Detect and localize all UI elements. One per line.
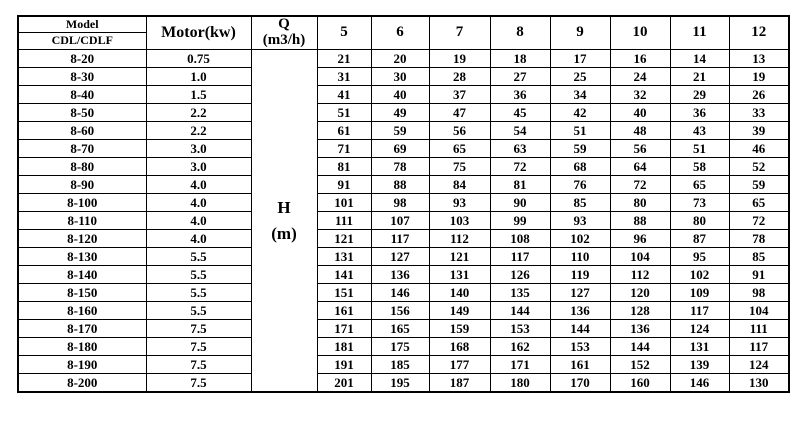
h-value-cell: 136	[610, 319, 670, 337]
motor-kw-cell: 1.0	[146, 67, 251, 85]
h-value-cell: 49	[371, 103, 429, 121]
h-value-cell: 168	[429, 337, 490, 355]
h-value-cell: 43	[670, 121, 729, 139]
h-value-cell: 80	[670, 211, 729, 229]
h-value-cell: 161	[550, 355, 610, 373]
motor-kw-cell: 4.0	[146, 193, 251, 211]
h-value-cell: 84	[429, 175, 490, 193]
model-cell: 8-170	[18, 319, 146, 337]
h-value-cell: 59	[550, 139, 610, 157]
h-value-cell: 68	[550, 157, 610, 175]
h-value-cell: 87	[670, 229, 729, 247]
h-value-cell: 107	[371, 211, 429, 229]
model-cell: 8-180	[18, 337, 146, 355]
h-value-cell: 19	[729, 67, 789, 85]
motor-kw-cell: 2.2	[146, 103, 251, 121]
header-flow-col-11: 11	[670, 16, 729, 49]
h-value-cell: 25	[550, 67, 610, 85]
h-value-cell: 171	[490, 355, 550, 373]
header-row-top	[18, 16, 789, 33]
h-value-cell: 110	[550, 247, 610, 265]
pump-spec-table	[17, 15, 790, 393]
h-value-cell: 127	[371, 247, 429, 265]
h-value-cell: 81	[490, 175, 550, 193]
h-value-cell: 98	[729, 283, 789, 301]
h-value-cell: 128	[610, 301, 670, 319]
h-value-cell: 111	[317, 211, 371, 229]
h-value-cell: 39	[729, 121, 789, 139]
h-value-cell: 33	[729, 103, 789, 121]
header-flow-col-12: 12	[729, 16, 789, 49]
h-value-cell: 98	[371, 193, 429, 211]
motor-kw-cell: 5.5	[146, 283, 251, 301]
motor-kw-cell: 0.75	[146, 49, 251, 67]
h-value-cell: 42	[550, 103, 610, 121]
h-value-cell: 18	[490, 49, 550, 67]
table-row-8-170	[18, 319, 789, 337]
header-q-flow	[251, 16, 317, 49]
h-value-cell: 104	[729, 301, 789, 319]
table-row-8-150	[18, 283, 789, 301]
h-value-cell: 191	[317, 355, 371, 373]
motor-kw-cell: 5.5	[146, 265, 251, 283]
h-value-cell: 31	[317, 67, 371, 85]
h-value-cell: 27	[490, 67, 550, 85]
h-value-cell: 26	[729, 85, 789, 103]
h-value-cell: 121	[429, 247, 490, 265]
h-value-cell: 152	[610, 355, 670, 373]
table-row-8-20	[18, 49, 789, 67]
h-value-cell: 59	[729, 175, 789, 193]
h-value-cell: 40	[371, 85, 429, 103]
table-row-8-160	[18, 301, 789, 319]
motor-kw-cell: 3.0	[146, 157, 251, 175]
h-value-cell: 153	[550, 337, 610, 355]
model-cell: 8-160	[18, 301, 146, 319]
h-value-cell: 56	[610, 139, 670, 157]
h-value-cell: 201	[317, 373, 371, 392]
h-value-cell: 45	[490, 103, 550, 121]
h-value-cell: 28	[429, 67, 490, 85]
motor-kw-cell: 1.5	[146, 85, 251, 103]
h-value-cell: 108	[490, 229, 550, 247]
h-value-cell: 20	[371, 49, 429, 67]
h-value-cell: 161	[317, 301, 371, 319]
h-value-cell: 75	[429, 157, 490, 175]
h-value-cell: 58	[670, 157, 729, 175]
h-value-cell: 162	[490, 337, 550, 355]
h-value-cell: 32	[610, 85, 670, 103]
h-value-cell: 126	[490, 265, 550, 283]
h-value-cell: 112	[429, 229, 490, 247]
header-motor-kw: Motor(kw)	[146, 16, 251, 49]
header-model-series: CDL/CDLF	[18, 33, 146, 49]
header-model: Model	[18, 16, 146, 33]
h-value-cell: 131	[317, 247, 371, 265]
model-cell: 8-200	[18, 373, 146, 392]
q-symbol-label: Q	[278, 16, 290, 32]
h-value-cell: 21	[670, 67, 729, 85]
h-value-cell: 65	[729, 193, 789, 211]
header-flow-col-10: 10	[610, 16, 670, 49]
h-value-cell: 144	[610, 337, 670, 355]
h-value-cell: 16	[610, 49, 670, 67]
model-cell: 8-100	[18, 193, 146, 211]
h-value-cell: 81	[317, 157, 371, 175]
h-value-cell: 36	[670, 103, 729, 121]
h-value-cell: 88	[371, 175, 429, 193]
h-value-cell: 48	[610, 121, 670, 139]
motor-kw-cell: 4.0	[146, 175, 251, 193]
h-value-cell: 135	[490, 283, 550, 301]
h-value-cell: 91	[317, 175, 371, 193]
motor-kw-cell: 4.0	[146, 229, 251, 247]
motor-kw-cell: 2.2	[146, 121, 251, 139]
h-value-cell: 181	[317, 337, 371, 355]
h-value-cell: 121	[317, 229, 371, 247]
h-value-cell: 51	[317, 103, 371, 121]
h-unit-label: (m)	[271, 223, 297, 243]
model-cell: 8-140	[18, 265, 146, 283]
h-value-cell: 76	[550, 175, 610, 193]
h-value-cell: 93	[550, 211, 610, 229]
h-value-cell: 51	[670, 139, 729, 157]
header-flow-col-7: 7	[429, 16, 490, 49]
header-flow-col-9: 9	[550, 16, 610, 49]
h-value-cell: 159	[429, 319, 490, 337]
header-flow-col-6: 6	[371, 16, 429, 49]
h-value-cell: 73	[670, 193, 729, 211]
h-value-cell: 153	[490, 319, 550, 337]
h-value-cell: 102	[550, 229, 610, 247]
h-value-cell: 14	[670, 49, 729, 67]
pump-spec-table-container	[17, 15, 788, 393]
h-value-cell: 78	[729, 229, 789, 247]
h-value-cell: 99	[490, 211, 550, 229]
table-row-8-110	[18, 211, 789, 229]
motor-kw-cell: 7.5	[146, 355, 251, 373]
h-value-cell: 117	[371, 229, 429, 247]
model-cell: 8-40	[18, 85, 146, 103]
model-cell: 8-80	[18, 157, 146, 175]
h-value-cell: 61	[317, 121, 371, 139]
model-cell: 8-120	[18, 229, 146, 247]
h-value-cell: 144	[490, 301, 550, 319]
h-value-cell: 72	[490, 157, 550, 175]
h-value-cell: 90	[490, 193, 550, 211]
h-value-cell: 93	[429, 193, 490, 211]
model-cell: 8-90	[18, 175, 146, 193]
table-row-8-100	[18, 193, 789, 211]
h-value-cell: 21	[317, 49, 371, 67]
h-value-cell: 72	[610, 175, 670, 193]
h-symbol-label: H	[277, 197, 291, 217]
h-value-cell: 146	[670, 373, 729, 392]
h-value-cell: 65	[670, 175, 729, 193]
table-row-8-200	[18, 373, 789, 392]
motor-kw-cell: 3.0	[146, 139, 251, 157]
model-cell: 8-150	[18, 283, 146, 301]
h-value-cell: 63	[490, 139, 550, 157]
h-value-cell: 187	[429, 373, 490, 392]
model-cell: 8-50	[18, 103, 146, 121]
h-value-cell: 119	[550, 265, 610, 283]
header-flow-col-5: 5	[317, 16, 371, 49]
h-value-cell: 141	[317, 265, 371, 283]
h-value-cell: 85	[550, 193, 610, 211]
motor-kw-cell: 7.5	[146, 337, 251, 355]
h-value-cell: 101	[317, 193, 371, 211]
h-value-cell: 80	[610, 193, 670, 211]
h-value-cell: 144	[550, 319, 610, 337]
h-value-cell: 160	[610, 373, 670, 392]
h-value-cell: 146	[371, 283, 429, 301]
table-row-8-130	[18, 247, 789, 265]
h-value-cell: 36	[490, 85, 550, 103]
model-cell: 8-190	[18, 355, 146, 373]
h-value-cell: 34	[550, 85, 610, 103]
h-value-cell: 41	[317, 85, 371, 103]
h-unit-cell	[251, 49, 317, 392]
table-row-8-180	[18, 337, 789, 355]
q-unit-label: (m3/h)	[262, 31, 306, 48]
h-value-cell: 136	[371, 265, 429, 283]
table-row-8-120	[18, 229, 789, 247]
h-value-cell: 54	[490, 121, 550, 139]
h-value-cell: 95	[670, 247, 729, 265]
h-value-cell: 17	[550, 49, 610, 67]
h-value-cell: 47	[429, 103, 490, 121]
h-value-cell: 156	[371, 301, 429, 319]
h-value-cell: 151	[317, 283, 371, 301]
model-cell: 8-20	[18, 49, 146, 67]
motor-kw-cell: 5.5	[146, 301, 251, 319]
h-value-cell: 130	[729, 373, 789, 392]
h-value-cell: 78	[371, 157, 429, 175]
h-value-cell: 69	[371, 139, 429, 157]
h-value-cell: 52	[729, 157, 789, 175]
h-value-cell: 139	[670, 355, 729, 373]
h-value-cell: 37	[429, 85, 490, 103]
h-value-cell: 136	[550, 301, 610, 319]
h-value-cell: 109	[670, 283, 729, 301]
h-value-cell: 51	[550, 121, 610, 139]
table-row-8-70	[18, 139, 789, 157]
h-value-cell: 29	[670, 85, 729, 103]
h-value-cell: 124	[729, 355, 789, 373]
table-row-8-30	[18, 67, 789, 85]
h-value-cell: 131	[429, 265, 490, 283]
h-value-cell: 140	[429, 283, 490, 301]
table-row-8-190	[18, 355, 789, 373]
h-value-cell: 85	[729, 247, 789, 265]
h-value-cell: 117	[490, 247, 550, 265]
table-row-8-80	[18, 157, 789, 175]
h-value-cell: 103	[429, 211, 490, 229]
table-row-8-90	[18, 175, 789, 193]
h-value-cell: 19	[429, 49, 490, 67]
motor-kw-cell: 4.0	[146, 211, 251, 229]
h-value-cell: 127	[550, 283, 610, 301]
h-value-cell: 59	[371, 121, 429, 139]
h-value-cell: 96	[610, 229, 670, 247]
model-cell: 8-60	[18, 121, 146, 139]
h-value-cell: 111	[729, 319, 789, 337]
h-value-cell: 13	[729, 49, 789, 67]
model-cell: 8-130	[18, 247, 146, 265]
h-value-cell: 117	[670, 301, 729, 319]
h-value-cell: 30	[371, 67, 429, 85]
h-value-cell: 177	[429, 355, 490, 373]
h-value-cell: 56	[429, 121, 490, 139]
model-cell: 8-110	[18, 211, 146, 229]
h-value-cell: 171	[317, 319, 371, 337]
h-value-cell: 88	[610, 211, 670, 229]
h-value-cell: 112	[610, 265, 670, 283]
h-value-cell: 195	[371, 373, 429, 392]
h-value-cell: 131	[670, 337, 729, 355]
h-value-cell: 180	[490, 373, 550, 392]
model-cell: 8-30	[18, 67, 146, 85]
table-row-8-140	[18, 265, 789, 283]
h-value-cell: 124	[670, 319, 729, 337]
motor-kw-cell: 7.5	[146, 373, 251, 392]
h-value-cell: 46	[729, 139, 789, 157]
h-value-cell: 165	[371, 319, 429, 337]
model-cell: 8-70	[18, 139, 146, 157]
h-value-cell: 64	[610, 157, 670, 175]
header-flow-col-8: 8	[490, 16, 550, 49]
h-value-cell: 65	[429, 139, 490, 157]
motor-kw-cell: 5.5	[146, 247, 251, 265]
h-value-cell: 117	[729, 337, 789, 355]
h-value-cell: 170	[550, 373, 610, 392]
h-value-cell: 72	[729, 211, 789, 229]
motor-kw-cell: 7.5	[146, 319, 251, 337]
h-value-cell: 149	[429, 301, 490, 319]
h-value-cell: 120	[610, 283, 670, 301]
h-value-cell: 104	[610, 247, 670, 265]
table-row-8-50	[18, 103, 789, 121]
h-value-cell: 102	[670, 265, 729, 283]
h-value-cell: 71	[317, 139, 371, 157]
table-row-8-40	[18, 85, 789, 103]
h-value-cell: 24	[610, 67, 670, 85]
h-value-cell: 91	[729, 265, 789, 283]
h-value-cell: 175	[371, 337, 429, 355]
h-value-cell: 40	[610, 103, 670, 121]
table-row-8-60	[18, 121, 789, 139]
h-value-cell: 185	[371, 355, 429, 373]
